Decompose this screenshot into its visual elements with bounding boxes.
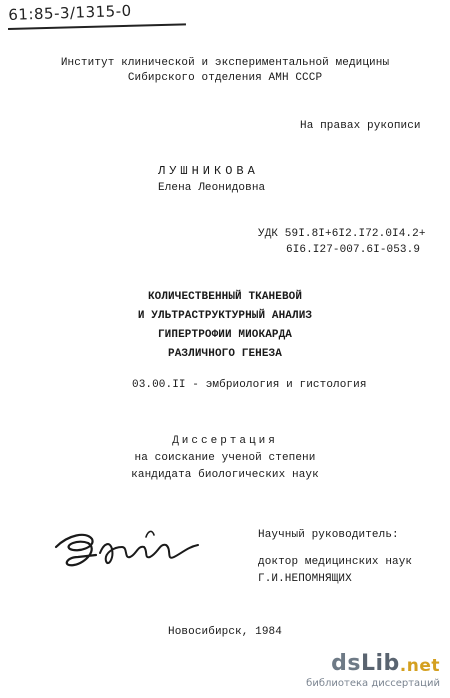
manuscript-rights: На правах рукописи xyxy=(300,120,421,132)
watermark-subtitle: библиотека диссертаций xyxy=(306,678,440,689)
dissertation-heading: Диссертация xyxy=(172,435,278,447)
author-surname: ЛУШНИКОВА xyxy=(158,164,259,178)
signature-image xyxy=(48,517,218,577)
city-year: Новосибирск, 1984 xyxy=(168,626,282,638)
udc-line-2: 6I6.I27-007.6I-053.9 xyxy=(286,244,421,256)
dissertation-line-1: на соискание ученой степени xyxy=(134,452,316,464)
handwritten-underline xyxy=(8,23,186,29)
logo-net: .net xyxy=(399,656,440,676)
logo-ds: ds xyxy=(331,651,361,676)
supervisor-name: Г.И.НЕПОМНЯЩИХ xyxy=(258,573,352,585)
dissertation-line-2: кандидата биологических наук xyxy=(131,469,319,481)
institute-line-2: Сибирского отделения АМН СССР xyxy=(127,72,323,84)
institute-line-1: Институт клинической и экспериментальной медицины xyxy=(60,57,390,69)
title-line-2: И УЛЬТРАСТРУКТУРНЫЙ АНАЛИЗ xyxy=(137,310,313,322)
udc-line-1: УДК 59I.8I+6I2.I72.0I4.2+ xyxy=(258,228,426,240)
specialty: 03.00.II - эмбриология и гистология xyxy=(132,379,367,391)
title-line-1: КОЛИЧЕСТВЕННЫЙ ТКАНЕВОЙ xyxy=(147,291,303,303)
supervisor-degree: доктор медицинских наук xyxy=(258,556,413,568)
title-line-4: РАЗЛИЧНОГО ГЕНЕЗА xyxy=(168,348,282,360)
author-name: Елена Леонидовна xyxy=(158,182,266,194)
logo-lib: Lib xyxy=(360,651,400,676)
dslib-watermark xyxy=(292,651,442,693)
dslib-logo xyxy=(331,651,440,676)
handwritten-code: 61:85-3/1315-0 xyxy=(8,1,132,24)
title-line-3: ГИПЕРТРОФИИ МИОКАРДА xyxy=(157,329,293,341)
supervisor-label: Научный руководитель: xyxy=(258,529,399,541)
